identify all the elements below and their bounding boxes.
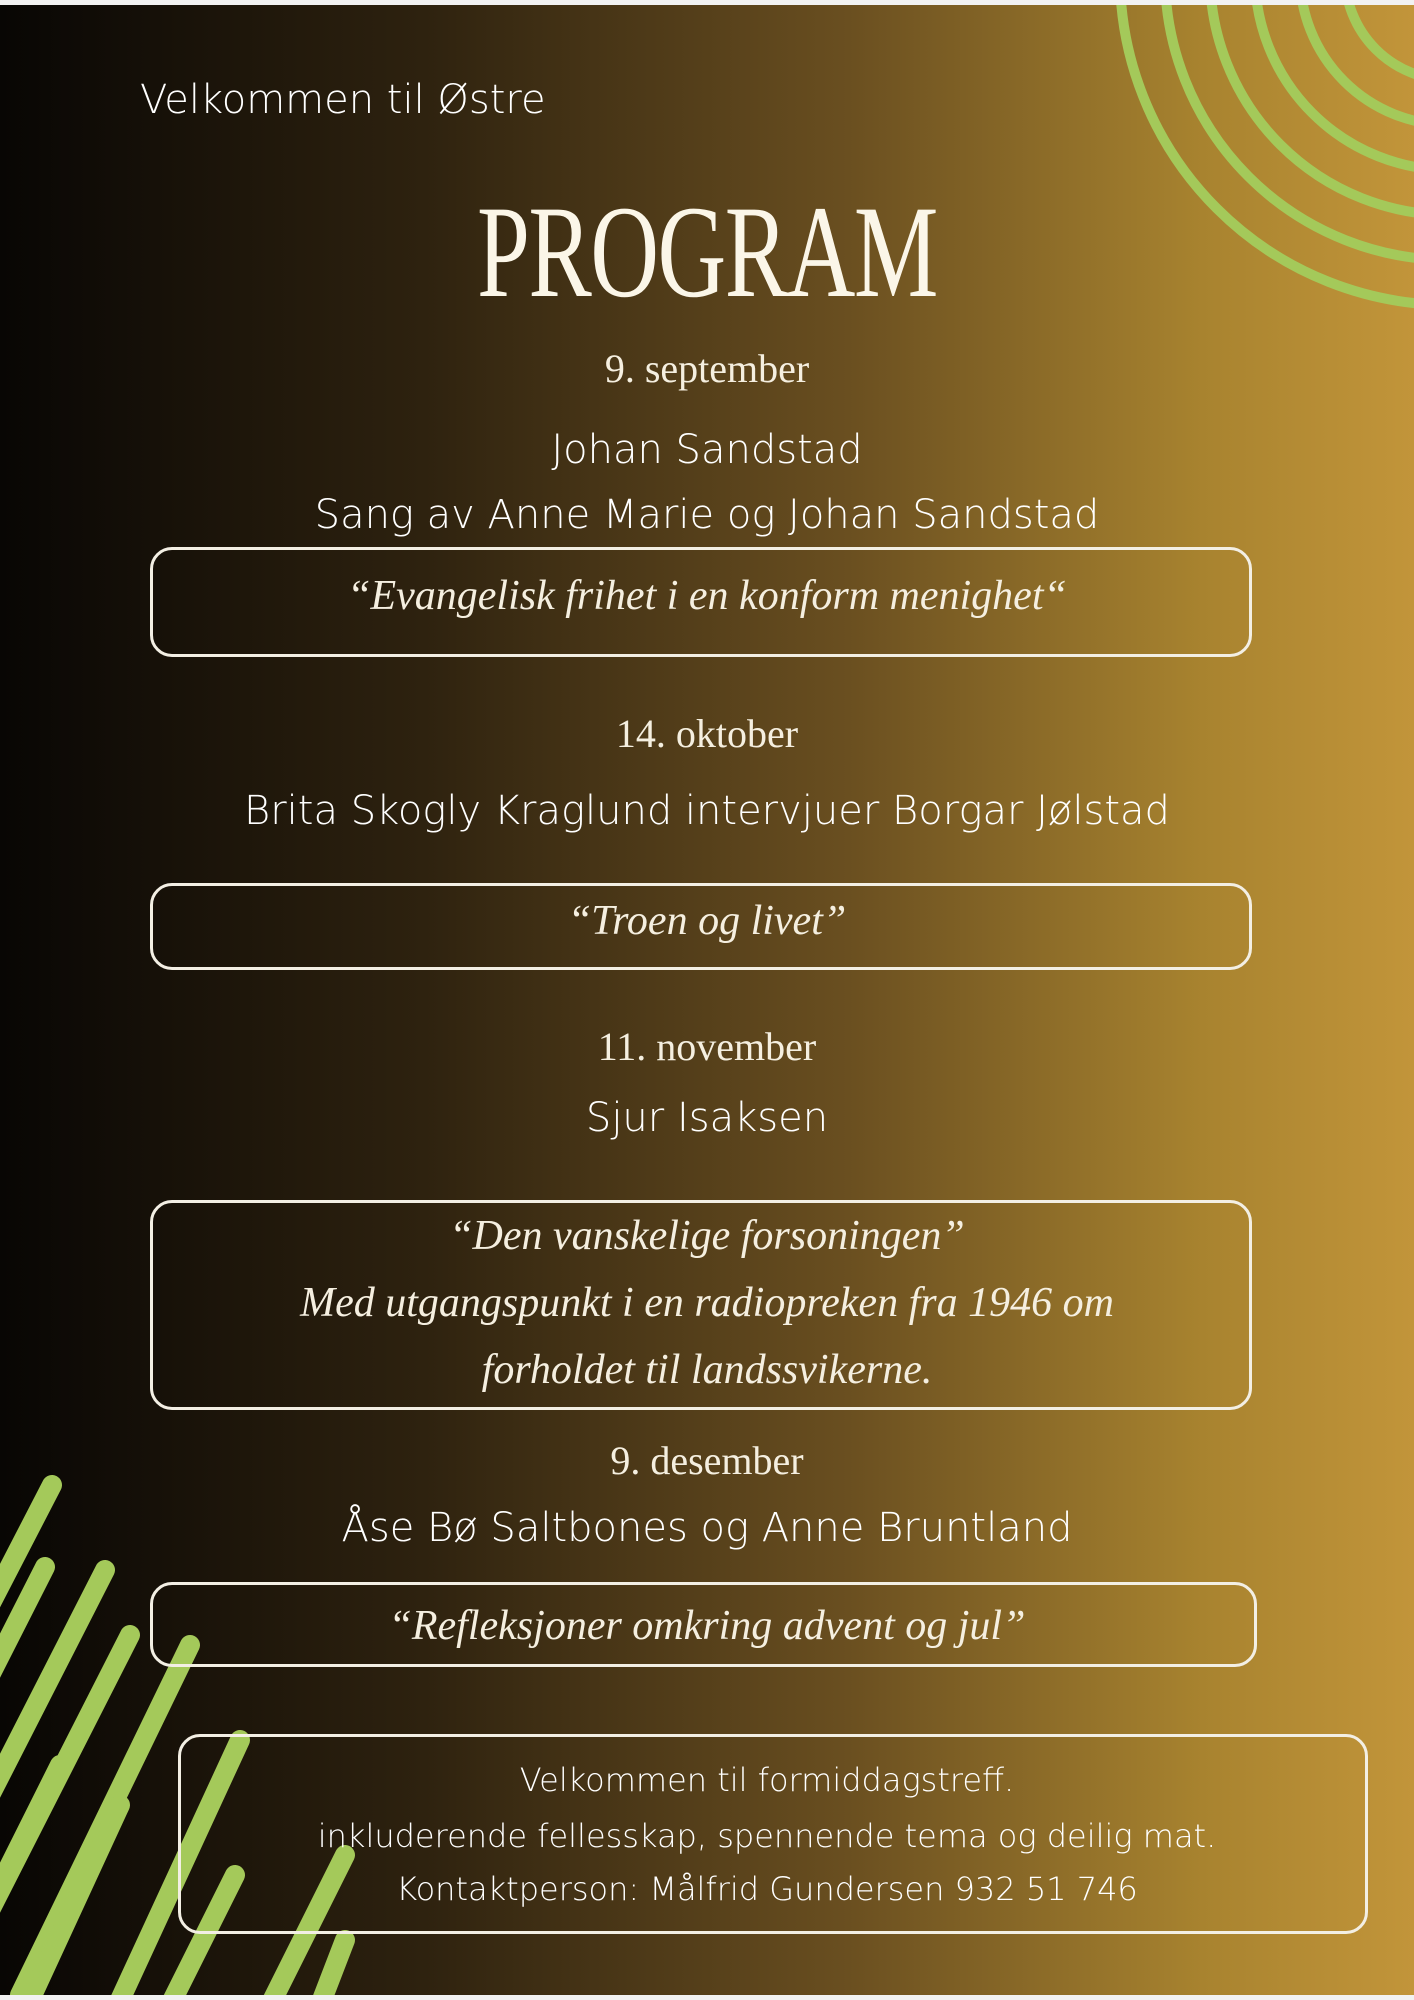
event-topic-description: forholdet til landssvikerne. [481,1347,933,1393]
event-date: 11. november [597,1024,817,1069]
event-date: 14. oktober [615,711,799,756]
event-topic: “Troen og livet” [567,898,847,944]
event-speaker: Brita Skogly Kraglund intervjuer Borgar Jølstad [244,788,1170,834]
info-line: Velkommen til formiddagstreff. [519,1761,1015,1799]
event-speaker: Johan Sandstad [551,427,863,473]
event-speaker: Åse Bø Saltbones og Anne Bruntland [341,1505,1073,1551]
event-topic: “Refleksjoner omkring advent og jul” [388,1603,1026,1649]
event-speaker: Sjur Isaksen [585,1095,829,1141]
arc-decoration [1300,5,1414,125]
page-title: PROGRAM [477,178,937,325]
info-line: inkluderende fellesskap, spennende tema og deilig mat. [317,1817,1217,1855]
event-speaker: Sang av Anne Marie og Johan Sandstad [314,492,1100,538]
arc-decoration [1255,5,1414,170]
arc-decoration [1345,5,1414,80]
welcome-heading: Velkommen til Østre [140,77,546,123]
contact-line: Kontaktperson: Målfrid Gundersen 932 51 746 [396,1870,1138,1908]
event-topic: “Den vanskelige forsoningen” [449,1213,965,1259]
arc-decoration [1210,5,1414,215]
event-topic-description: Med utgangspunkt i en radiopreken fra 1946 om [300,1280,1114,1326]
event-topic: “Evangelisk frihet i en konform menighet“ [347,573,1067,619]
event-date: 9. desember [610,1438,804,1483]
event-date: 9. september [604,346,810,391]
